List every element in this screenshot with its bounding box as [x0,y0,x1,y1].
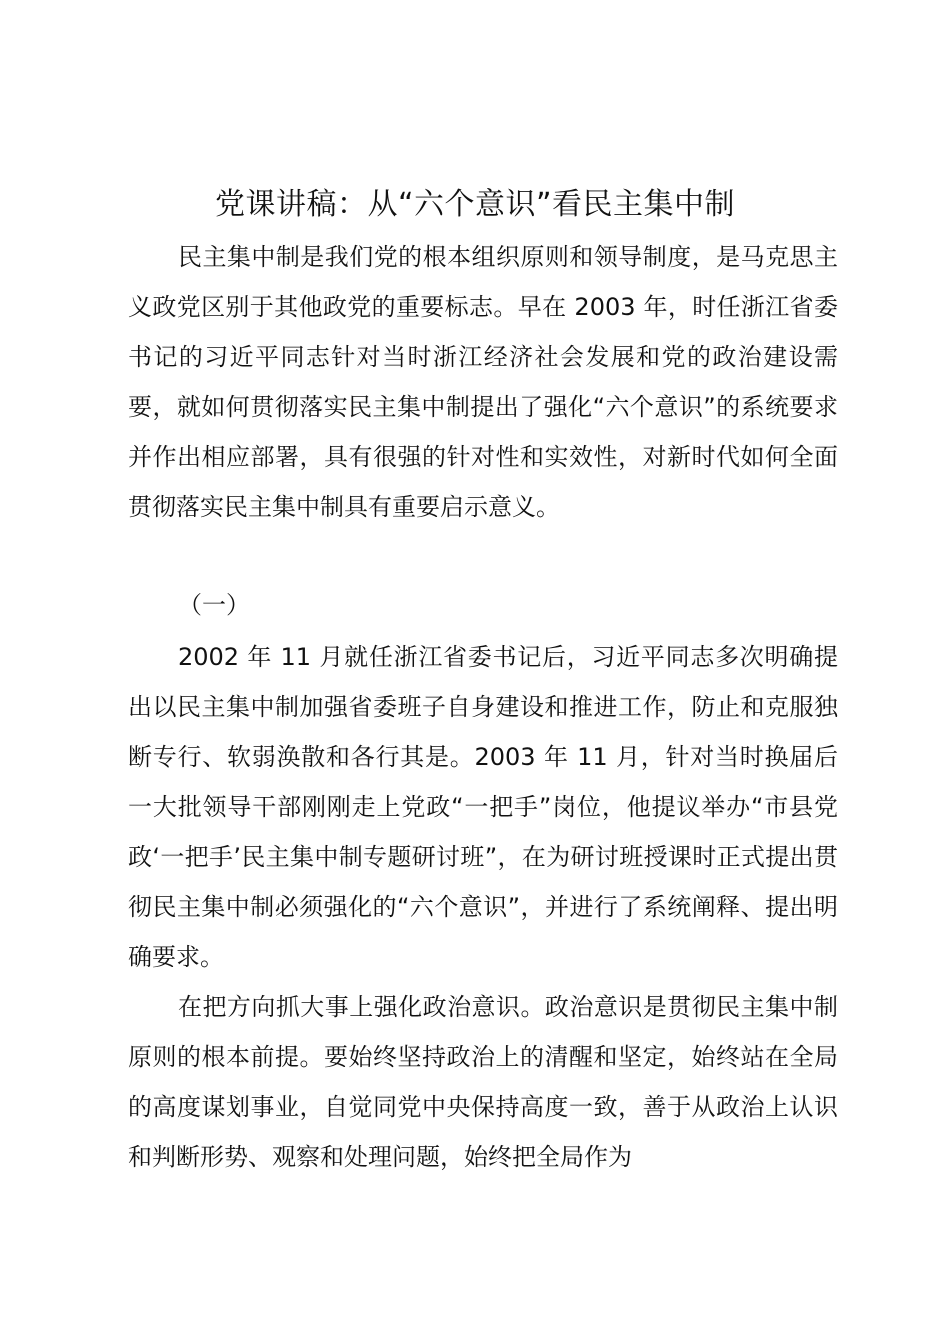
paragraph-political-awareness: 在把方向抓大事上强化政治意识。政治意识是贯彻民主集中制原则的根本前提。要始终坚持政治上的清醒和坚定，始终站在全局的高度谋划事业，自觉同党中央保持高度一致，善于从政治上认识和判断形势、观察和处理问题，始终把全局作为 [128,993,838,1171]
section-heading: （一） [178,591,250,619]
paragraph-background: 2002 年 11 月就任浙江省委书记后，习近平同志多次明确提出以民主集中制加强省委班子自身建设和推进工作，防止和克服独断专行、软弱涣散和各行其是。2003 年 11 月，针对当时换届后一大批领导干部刚刚走上党政“一把手”岗位，他提议举办“市县党政‘一把手’民主集中制专题研讨班”，在为研讨班授课时正式提出贯彻民主集中制必须强化的“六个意识”，并进行了系统阐释、提出明确要求。 [128,643,838,971]
document-title: 党课讲稿：从“六个意识”看民主集中制 [214,187,736,222]
paragraph-intro: 民主集中制是我们党的根本组织原则和领导制度，是马克思主义政党区别于其他政党的重要标志。早在 2003 年，时任浙江省委书记的习近平同志针对当时浙江经济社会发展和党的政治建设需要，就如何贯彻落实民主集中制提出了强化“六个意识”的系统要求并作出相应部署，具有很强的针对性和实效性，对新时代如何全面贯彻落实民主集中制具有重要启示意义。 [128,243,838,521]
